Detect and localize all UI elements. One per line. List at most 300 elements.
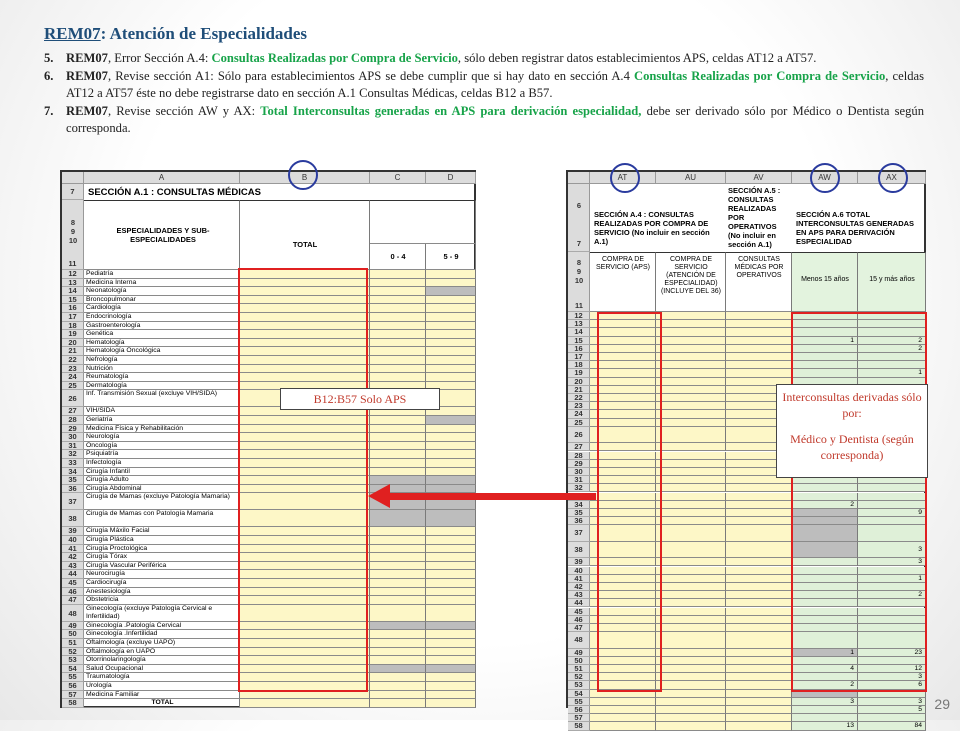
item-text	[66, 68, 924, 103]
cell-age-5-9	[426, 605, 476, 622]
row-number: 39	[62, 527, 84, 536]
row-number: 10	[574, 276, 584, 285]
cell-ax: 1	[858, 575, 926, 583]
row-number: 39	[568, 558, 590, 566]
row-number: 27	[568, 443, 590, 451]
header-block	[240, 200, 370, 270]
cell-age-5-9	[426, 304, 476, 313]
row-label: Pediatría	[84, 270, 240, 279]
column-header: AU	[656, 172, 726, 184]
cell-age-5-9	[426, 682, 476, 691]
cell-au	[656, 410, 726, 418]
cell-age-0-4	[370, 622, 426, 631]
column-header: AT	[590, 172, 656, 184]
cell-age-5-9	[426, 579, 476, 588]
row-number: 8	[576, 258, 582, 267]
row-number: 24	[62, 373, 84, 382]
row-number: 46	[568, 616, 590, 624]
row-number: 42	[62, 553, 84, 562]
cell-av	[726, 567, 792, 575]
cell-age-0-4	[370, 304, 426, 313]
cell-age-0-4	[370, 322, 426, 331]
column-subheader-text: Menos 15 años	[801, 276, 849, 283]
cell-au	[656, 608, 726, 616]
cell-au	[656, 493, 726, 501]
cell-age-5-9	[426, 476, 476, 485]
cell-age-0-4	[370, 656, 426, 665]
row-label: Broncopulmonar	[84, 296, 240, 305]
item-code: REM07	[66, 51, 108, 65]
cell-age-5-9	[426, 373, 476, 382]
cell-age-0-4	[370, 468, 426, 477]
cell-age-0-4	[370, 296, 426, 305]
header-age-0-4: 0 - 4	[390, 252, 406, 261]
cell-ax: 3	[858, 698, 926, 706]
row-label: Nutrición	[84, 365, 240, 374]
row-number: 45	[62, 579, 84, 588]
row-number: 38	[568, 542, 590, 559]
row-number: 30	[62, 433, 84, 442]
cell-age-5-9	[426, 322, 476, 331]
row-number: 51	[568, 665, 590, 673]
row-label: Genética	[84, 330, 240, 339]
cell-ax: 9	[858, 509, 926, 517]
row-number: 13	[62, 279, 84, 288]
cell-av	[726, 665, 792, 673]
cell-age-0-4	[370, 356, 426, 365]
cell-age-5-9	[426, 296, 476, 305]
cell-av	[726, 493, 792, 501]
cell-aw	[792, 714, 858, 722]
row-label: Neonatología	[84, 287, 240, 296]
column-header: AX	[858, 172, 926, 184]
cell-aw: 4	[792, 665, 858, 673]
cell-av	[726, 706, 792, 714]
cell-ax: 6	[858, 681, 926, 689]
row-number: 23	[62, 365, 84, 374]
row-number: 48	[62, 605, 84, 622]
cell-au	[656, 386, 726, 394]
row-number: 35	[62, 476, 84, 485]
cell-au	[656, 657, 726, 665]
item-number: 6.	[44, 68, 54, 83]
row-label: VIH/SIDA	[84, 407, 240, 416]
row-label: Hematología Oncológica	[84, 347, 240, 356]
header-total: TOTAL	[292, 240, 318, 249]
column-at-circle	[610, 163, 640, 193]
cell-av	[726, 681, 792, 689]
callout-right-line1: Interconsultas derivadas sólo por:	[782, 390, 922, 420]
cell-aw	[792, 706, 858, 714]
row-number: 44	[568, 599, 590, 607]
row-label: Anestesiología	[84, 588, 240, 597]
cell-au	[656, 337, 726, 345]
row-label: Otorrinolaringología	[84, 656, 240, 665]
row-number: 46	[62, 588, 84, 597]
cell-av	[726, 369, 792, 377]
row-number: 31	[568, 476, 590, 484]
row-number: 49	[568, 649, 590, 657]
cell-au	[656, 575, 726, 583]
cell-age-5-9	[426, 450, 476, 459]
row-label: Medicina Interna	[84, 279, 240, 288]
cell-av	[726, 624, 792, 632]
cell-au	[656, 558, 726, 566]
row-number: 17	[568, 353, 590, 361]
cell-age-5-9	[426, 562, 476, 571]
cell-age-5-9	[426, 339, 476, 348]
row-label: Medicina Física y Rehabilitación	[84, 425, 240, 434]
cell-aw: 2	[792, 501, 858, 509]
cell-age-5-9	[426, 425, 476, 434]
cell-au	[656, 427, 726, 444]
cell-ax: 3	[858, 542, 926, 559]
row-number: 34	[62, 468, 84, 477]
cell-age-0-4	[370, 442, 426, 451]
cell-aw: 13	[792, 722, 858, 730]
item-text	[66, 50, 924, 68]
row-number: 58	[62, 699, 84, 708]
cell-au	[656, 583, 726, 591]
cell-av	[726, 501, 792, 509]
instruction-list	[44, 50, 924, 138]
row-number: 16	[568, 345, 590, 353]
cell-age-0-4	[370, 373, 426, 382]
cell-age-0-4	[370, 330, 426, 339]
cell-age-0-4	[370, 287, 426, 296]
cell-av	[726, 649, 792, 657]
row-number: 11	[62, 258, 84, 270]
section-title: SECCIÓN A.1 : CONSULTAS MÉDICAS	[88, 187, 261, 198]
row-label: Cirugía Tórax	[84, 553, 240, 562]
row-label: Cirugía Plástica	[84, 536, 240, 545]
row-number: 47	[568, 624, 590, 632]
cell-au	[656, 460, 726, 468]
column-b-circle	[288, 160, 318, 190]
column-subheader-text: COMPRA DE SERVICIO (ATENCIÓN DE ESPECIALIDAD) (INCLUYE DEL 36)	[660, 256, 722, 295]
column-header: AV	[726, 172, 792, 184]
row-number: 38	[62, 510, 84, 527]
row-label: Ginecología .Patología Cervical	[84, 622, 240, 631]
row-number: 41	[62, 545, 84, 554]
row-number: 29	[62, 425, 84, 434]
item-number: 7.	[44, 103, 54, 118]
row-label: Dermatología	[84, 382, 240, 391]
row-number: 29	[568, 460, 590, 468]
cell-aw: 3	[792, 698, 858, 706]
cell-age-5-9	[426, 691, 476, 700]
cell-age-0-4	[370, 459, 426, 468]
row-label: Cirugía Abdominal	[84, 485, 240, 494]
cell-aw: 2	[792, 681, 858, 689]
cell-age-0-4	[370, 673, 426, 682]
corner-cell	[568, 172, 590, 184]
row-label: Obstetricia	[84, 596, 240, 605]
cell-au	[656, 698, 726, 706]
list-item	[44, 103, 924, 138]
cell-age-5-9	[426, 442, 476, 451]
row-number: 28	[568, 452, 590, 460]
cell-au	[656, 517, 726, 525]
row-number: 18	[568, 361, 590, 369]
cell-au	[656, 599, 726, 607]
cell-ax: 3	[858, 673, 926, 681]
cell-age-0-4	[370, 562, 426, 571]
column-ax-circle	[878, 163, 908, 193]
cell-age-0-4	[370, 682, 426, 691]
row-number: 15	[568, 337, 590, 345]
row-number: 19	[62, 330, 84, 339]
cell-age-5-9	[426, 330, 476, 339]
cell-av	[726, 361, 792, 369]
row-label: Cirugía Infantil	[84, 468, 240, 477]
cell-aw: 1	[792, 649, 858, 657]
cell-age-0-4	[370, 579, 426, 588]
row-number: 22	[568, 394, 590, 402]
cell-av	[726, 608, 792, 616]
cell-au	[656, 690, 726, 698]
title-rest: : Atención de Especialidades	[100, 24, 308, 43]
range-highlight-at	[597, 312, 662, 692]
row-number: 21	[62, 347, 84, 356]
cell-age-5-9	[426, 545, 476, 554]
row-number: 37	[568, 525, 590, 542]
cell-av	[726, 673, 792, 681]
row-number: 49	[62, 622, 84, 631]
cell-age-5-9	[426, 570, 476, 579]
row-number: 9	[70, 227, 76, 236]
cell-au	[656, 673, 726, 681]
cell-au	[656, 624, 726, 632]
row-number: 6	[576, 201, 582, 210]
cell-ax: 84	[858, 722, 926, 730]
list-item	[44, 68, 924, 103]
corner-cell	[62, 172, 84, 184]
cell-age-0-4	[370, 536, 426, 545]
row-number: 25	[568, 419, 590, 427]
cell-au	[656, 706, 726, 714]
cell-age-0-4	[370, 596, 426, 605]
cell-age-0-4	[370, 279, 426, 288]
row-number: 58	[568, 722, 590, 730]
cell-age-5-9	[426, 347, 476, 356]
cell-au	[656, 649, 726, 657]
cell-age-0-4	[370, 545, 426, 554]
cell-age-0-4	[370, 416, 426, 425]
row-number: 35	[568, 509, 590, 517]
row-number: 33	[62, 459, 84, 468]
cell-age-0-4	[370, 639, 426, 648]
cell-age-5-9	[426, 639, 476, 648]
row-number: 9	[576, 267, 582, 276]
cell-au	[656, 681, 726, 689]
cell-av	[726, 583, 792, 591]
cell-ax	[858, 714, 926, 722]
cell-at	[590, 722, 656, 730]
cell-age-5-9	[426, 459, 476, 468]
cell-ax: 5	[858, 706, 926, 714]
cell-age-0-4	[370, 450, 426, 459]
item-text-a: , Revise sección AW y AX:	[107, 103, 261, 118]
row-number: 18	[62, 322, 84, 331]
cell-av	[726, 525, 792, 542]
row-label: TOTAL	[84, 699, 240, 708]
cell-age-5-9	[426, 673, 476, 682]
cell-av	[726, 517, 792, 525]
row-label: Cardiocirugía	[84, 579, 240, 588]
row-label: Hematología	[84, 339, 240, 348]
row-number: 14	[62, 287, 84, 296]
row-label: Geriatría	[84, 416, 240, 425]
cell-au	[656, 722, 726, 730]
row-number: 44	[62, 570, 84, 579]
row-label: Psiquiatría	[84, 450, 240, 459]
row-number: 53	[568, 681, 590, 689]
cell-ax: 12	[858, 665, 926, 673]
cell-au	[656, 419, 726, 427]
cell-au	[656, 501, 726, 509]
item-number: 5.	[44, 51, 54, 65]
cell-age-5-9	[426, 468, 476, 477]
cell-av	[726, 690, 792, 698]
item-text-a: , Error Sección A.4:	[107, 51, 212, 65]
row-number: 56	[62, 682, 84, 691]
cell-age-0-4	[370, 588, 426, 597]
cell-at	[590, 714, 656, 722]
row-number: 19	[568, 369, 590, 377]
row-label: Neurología	[84, 433, 240, 442]
cell-age-5-9	[426, 596, 476, 605]
cell-au	[656, 312, 726, 320]
list-item	[44, 50, 924, 68]
row-label: Cirugía Vascular Periférica	[84, 562, 240, 571]
cell-av	[726, 353, 792, 361]
row-number: 56	[568, 706, 590, 714]
row-number: 40	[62, 536, 84, 545]
row-number: 31	[62, 442, 84, 451]
row-label: Oftalmología en UAPO	[84, 648, 240, 657]
row-number: 26	[62, 390, 84, 407]
cell-age-0-4	[370, 365, 426, 374]
cell-ax: 2	[858, 591, 926, 599]
cell-age-5-9	[426, 270, 476, 279]
cell-av	[726, 575, 792, 583]
cell-au	[656, 328, 726, 336]
row-number: 14	[568, 328, 590, 336]
row-label: Reumatología	[84, 373, 240, 382]
cell-age-0-4	[370, 553, 426, 562]
cell-age-0-4	[370, 339, 426, 348]
cell-av	[726, 599, 792, 607]
cell-au	[656, 353, 726, 361]
cell-av	[726, 328, 792, 336]
row-label: Cardiología	[84, 304, 240, 313]
item-text	[66, 103, 924, 138]
cell-age-0-4	[370, 699, 426, 708]
cell-au	[656, 632, 726, 649]
cell-age-5-9	[426, 527, 476, 536]
item-highlight: Consultas Realizadas por Compra de Servicio	[211, 51, 458, 65]
cell-age-5-9	[426, 553, 476, 562]
range-highlight-aw-ax	[791, 312, 927, 692]
cell-au	[656, 567, 726, 575]
cell-age-5-9	[426, 416, 476, 425]
cell-age-5-9	[426, 356, 476, 365]
cell-au	[656, 345, 726, 353]
cell-au	[656, 402, 726, 410]
row-label: Cirugía Máxilo Facial	[84, 527, 240, 536]
cell-av	[726, 591, 792, 599]
column-aw-circle	[810, 163, 840, 193]
row-number: 20	[62, 339, 84, 348]
cell-age-0-4	[370, 347, 426, 356]
section-a5-title: SECCIÓN A.5 : CONSULTAS REALIZADAS POR OPERATIVOS (No incluir en sección A.1)	[728, 186, 781, 249]
item-text-b: debe ser derivado sólo por Médico o Dentista según corresponda.	[66, 103, 924, 135]
page-title	[44, 24, 307, 44]
cell-au	[656, 616, 726, 624]
cell-av	[726, 312, 792, 320]
cell-age-0-4	[370, 527, 426, 536]
cell-age-0-4	[370, 433, 426, 442]
cell-age-0-4	[370, 570, 426, 579]
cell-au	[656, 542, 726, 559]
cell-au	[656, 361, 726, 369]
cell-au	[656, 369, 726, 377]
row-label: Inf. Transmisión Sexual (excluye VIH/SIDA)	[84, 390, 240, 407]
cell-age-0-4	[370, 605, 426, 622]
cell-au	[656, 484, 726, 492]
row-number: 12	[62, 270, 84, 279]
row-number: 50	[62, 630, 84, 639]
row-number: 55	[62, 673, 84, 682]
cell-aw: 1	[792, 337, 858, 345]
cell-age-5-9	[426, 656, 476, 665]
cell-ax: 2	[858, 337, 926, 345]
item-highlight: Consultas Realizadas por Compra de Servicio	[634, 68, 886, 83]
row-label: Oncología	[84, 442, 240, 451]
row-number: 27	[62, 407, 84, 416]
row-number: 16	[62, 304, 84, 313]
row-number: 52	[568, 673, 590, 681]
cell-av	[726, 509, 792, 517]
row-label: Cirugía Adulto	[84, 476, 240, 485]
callout-left-text: B12:B57 Solo APS	[313, 392, 407, 406]
row-number: 24	[568, 410, 590, 418]
cell-age-5-9	[426, 588, 476, 597]
cell-age-0-4	[370, 510, 426, 527]
row-number: 7	[62, 184, 84, 200]
cell-au	[656, 476, 726, 484]
row-number: 10	[68, 236, 78, 245]
row-number: 48	[568, 632, 590, 649]
row-number: 21	[568, 386, 590, 394]
item-code: REM07	[66, 103, 108, 118]
column-header: C	[370, 172, 426, 184]
row-number: 47	[62, 596, 84, 605]
cell-age-5-9	[426, 287, 476, 296]
row-number: 26	[568, 427, 590, 444]
row-number: 51	[62, 639, 84, 648]
row-label: Ginecología (excluye Patología Cervical e Infertilidad)	[84, 605, 240, 622]
cell-age-5-9	[426, 433, 476, 442]
cell-ax: 3	[858, 558, 926, 566]
item-text-b: , celdas AT12 a AT57 éste no debe registrarse dato en sección A.1 Consultas Médicas, celdas B12 a B57.	[66, 68, 924, 100]
cell-av	[726, 542, 792, 559]
cell-ax: 23	[858, 649, 926, 657]
callout-b-range	[280, 388, 440, 410]
cell-au	[656, 443, 726, 451]
cell-au	[656, 378, 726, 386]
